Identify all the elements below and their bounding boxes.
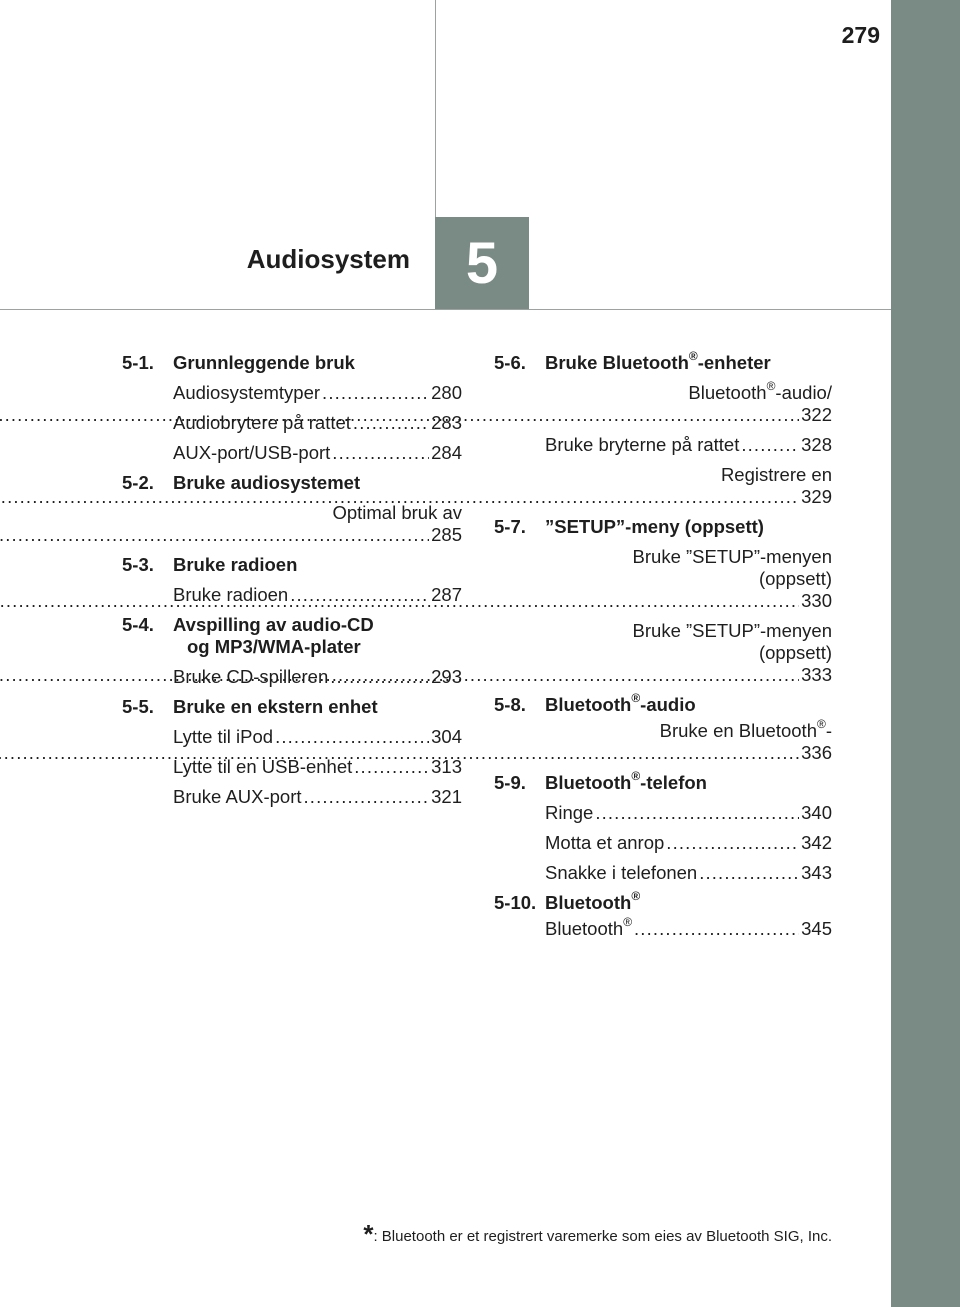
toc-section-5-1[interactable] — [122, 352, 462, 374]
section-title — [545, 768, 832, 794]
section-title-line: og MP3/WMA-plater — [187, 636, 361, 657]
dot-leader — [0, 742, 799, 764]
entry-text-line: Bruke ”SETUP”-menyen — [632, 546, 832, 567]
section-title: ”SETUP”-meny (oppsett) — [545, 516, 764, 537]
entry-text-line — [659, 716, 832, 742]
entry-page: 329 — [801, 486, 832, 507]
dot-leader — [322, 382, 429, 404]
toc-entry[interactable] — [173, 786, 462, 808]
registered-mark: ® — [688, 348, 698, 363]
toc-section-5-7[interactable] — [494, 516, 832, 538]
toc-entry[interactable] — [545, 464, 832, 508]
dot-leader — [699, 862, 799, 884]
toc-section-5-8[interactable] — [494, 690, 832, 716]
entry-page: 285 — [431, 524, 462, 545]
toc-entry[interactable] — [173, 442, 462, 464]
chapter-number-box — [435, 217, 529, 309]
entry-text-part: Bluetooth — [688, 382, 767, 403]
entry-page: 313 — [431, 756, 462, 777]
toc-right-column — [494, 348, 832, 940]
section-title-part: Bluetooth — [545, 892, 632, 913]
chapter-number: 5 — [465, 230, 499, 296]
vertical-divider — [435, 0, 436, 218]
entry-text: Motta et anrop — [545, 832, 665, 853]
dot-leader — [332, 442, 429, 464]
dot-leader — [0, 524, 429, 546]
toc-entry[interactable] — [545, 832, 832, 854]
section-title-line: Avspilling av audio-CD — [173, 614, 374, 635]
registered-mark: ® — [766, 378, 776, 393]
toc-section-5-4[interactable] — [122, 614, 462, 658]
toc-entry[interactable] — [545, 862, 832, 884]
section-title-part: Bluetooth — [545, 694, 632, 715]
toc-section-5-3[interactable] — [122, 554, 462, 576]
entry-text: Ringe — [545, 802, 594, 823]
entry-text: AUX-port/USB-port — [173, 442, 331, 463]
entry-text: Snakke i telefonen — [545, 862, 698, 883]
footnote-text: : Bluetooth er et registrert varemerke som eies av Bluetooth SIG, Inc. — [373, 1228, 832, 1245]
toc-entry[interactable] — [545, 620, 832, 686]
section-number: 5-8. — [494, 694, 526, 715]
entry-text-line: (oppsett) — [758, 568, 832, 589]
section-number: 5-9. — [494, 772, 526, 793]
section-title-part: -enheter — [697, 352, 771, 373]
section-number: 5-1. — [122, 352, 154, 373]
toc-entry[interactable] — [545, 802, 832, 824]
section-title — [545, 690, 832, 716]
dot-leader — [304, 786, 430, 808]
entry-page: 336 — [801, 742, 832, 763]
toc-entry[interactable] — [173, 382, 462, 404]
registered-mark: ® — [816, 716, 826, 731]
registered-mark: ® — [631, 768, 641, 783]
entry-page: 321 — [431, 786, 462, 807]
registered-mark: ® — [631, 888, 641, 903]
entry-page: 342 — [801, 832, 832, 853]
dot-leader — [634, 918, 799, 940]
entry-text-line: Bruke ”SETUP”-menyen — [632, 620, 832, 641]
toc-entry[interactable] — [545, 914, 832, 940]
page-number: 279 — [841, 22, 880, 48]
entry-page: 340 — [801, 802, 832, 823]
dot-leader — [0, 590, 799, 612]
footnote — [252, 1219, 832, 1249]
dot-leader — [0, 664, 799, 686]
registered-mark: ® — [623, 914, 633, 929]
entry-text: Bruke bryterne på rattet — [545, 434, 740, 455]
entry-page: 333 — [801, 664, 832, 685]
entry-text-part: Bluetooth — [545, 918, 624, 939]
entry-page: 283 — [431, 412, 462, 433]
entry-page: 343 — [801, 862, 832, 883]
footnote-mark: * — [363, 1219, 374, 1249]
entry-text: Bruke AUX-port — [173, 786, 302, 807]
toc-section-5-5[interactable] — [122, 696, 462, 718]
entry-text: Lytte til iPod — [173, 726, 274, 747]
entry-text-line: (oppsett) — [758, 642, 832, 663]
section-title-part: -telefon — [640, 772, 707, 793]
section-number: 5-2. — [122, 472, 154, 493]
toc-section-5-10[interactable] — [494, 888, 832, 914]
section-number: 5-7. — [494, 516, 526, 537]
section-title-part: -audio — [640, 694, 696, 715]
entry-text: Bruke CD-spilleren — [173, 666, 329, 687]
entry-text-part: - — [825, 720, 832, 741]
toc-entry[interactable] — [173, 502, 462, 546]
toc-section-5-9[interactable] — [494, 768, 832, 794]
section-number: 5-10. — [494, 892, 537, 913]
section-title: Grunnleggende bruk — [173, 352, 355, 373]
toc-section-5-6[interactable] — [494, 348, 832, 374]
horizontal-divider — [0, 309, 891, 310]
toc-entry[interactable] — [545, 546, 832, 612]
section-number: 5-4. — [122, 614, 154, 635]
section-title: Bruke en ekstern enhet — [173, 696, 378, 717]
dot-leader — [0, 486, 799, 508]
section-title-part: Bluetooth — [545, 772, 632, 793]
toc-entry[interactable] — [545, 378, 832, 426]
section-title: Bruke radioen — [173, 554, 298, 575]
toc-entry[interactable] — [545, 434, 832, 456]
entry-page: 330 — [801, 590, 832, 611]
dot-leader — [595, 802, 799, 824]
entry-text-part: -audio/ — [775, 382, 832, 403]
entry-page: 328 — [801, 434, 832, 455]
chapter-title: Audiosystem — [246, 244, 410, 274]
entry-page: 293 — [431, 666, 462, 687]
entry-text: Audiobrytere på rattet — [173, 412, 351, 433]
entry-page: 287 — [431, 584, 462, 605]
entry-text: Bruke radioen — [173, 584, 289, 605]
entry-page: 280 — [431, 382, 462, 403]
section-title — [173, 614, 462, 658]
section-number: 5-3. — [122, 554, 154, 575]
entry-text-line: Registrere en — [720, 464, 832, 485]
entry-text: Lytte til en USB-enhet — [173, 756, 353, 777]
entry-text-line: Optimal bruk av — [332, 502, 462, 523]
entry-page: 322 — [801, 404, 832, 425]
registered-mark: ® — [631, 690, 641, 705]
entry-text-line — [688, 378, 832, 404]
section-title: Bruke audiosystemet — [173, 472, 361, 493]
entry-page: 304 — [431, 726, 462, 747]
section-title — [545, 348, 832, 374]
entry-text: Audiosystemtyper — [173, 382, 321, 403]
section-number: 5-5. — [122, 696, 154, 717]
entry-page: 345 — [801, 918, 832, 939]
dot-leader — [666, 832, 799, 854]
entry-page: 284 — [431, 442, 462, 463]
toc-entry[interactable] — [545, 716, 832, 764]
section-number: 5-6. — [494, 352, 526, 373]
section-title-part: Bruke Bluetooth — [545, 352, 689, 373]
section-title — [545, 888, 832, 914]
side-tab-bar — [891, 0, 960, 1307]
dot-leader — [0, 404, 799, 426]
entry-text — [545, 914, 633, 940]
dot-leader — [741, 434, 799, 456]
entry-text-part: Bruke en Bluetooth — [659, 720, 817, 741]
